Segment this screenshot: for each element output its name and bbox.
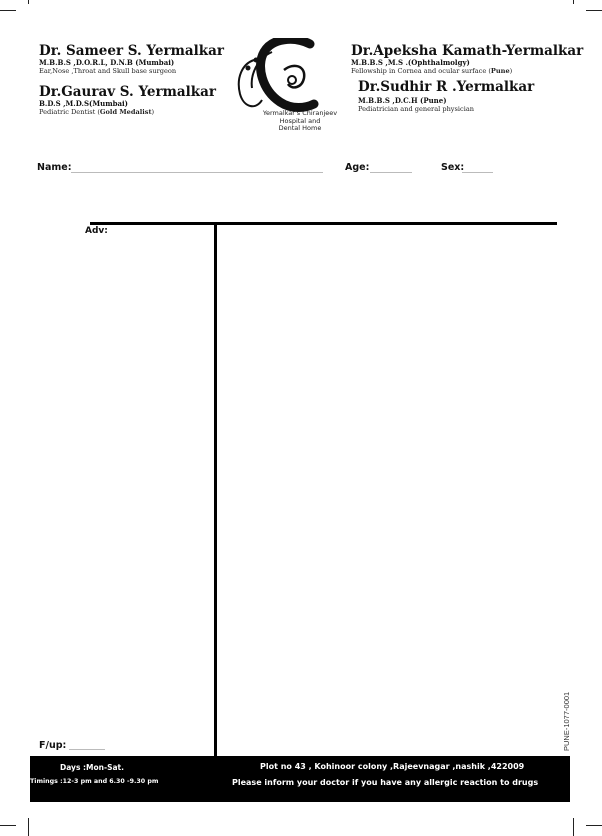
doctor-degrees: M.B.B.S ,D.C.H (Pune): [358, 96, 447, 105]
doctor-name: Dr.Apeksha Kamath-Yermalkar: [351, 43, 584, 59]
doctor-specialty: Pediatric Dentist (Gold Medalist): [39, 108, 155, 116]
footer-days: Days :Mon-Sat.: [60, 763, 124, 772]
crop-mark: [586, 10, 602, 11]
footer-address: Plot no 43 , Kohinoor colony ,Rajeevnagar ,nashik ,422009: [260, 762, 525, 771]
sex-field[interactable]: [462, 172, 493, 173]
divider-horizontal: [90, 222, 557, 225]
adv-label: Adv:: [85, 226, 108, 236]
name-field[interactable]: [71, 172, 323, 173]
crop-mark: [586, 825, 602, 826]
stethoscope-logo-icon: [232, 38, 328, 114]
doctor-specialty: Pediatrician and general physician: [358, 105, 475, 113]
divider-vertical: [214, 224, 217, 757]
followup-label: F/up:: [39, 740, 67, 751]
crop-mark: [0, 825, 16, 826]
footer-timings: Timings :12-3 pm and 6.30 -9.30 pm: [30, 778, 159, 785]
doctor-block-sameer: [39, 43, 224, 75]
age-field[interactable]: [370, 172, 412, 173]
doctor-name: Dr.Sudhir R .Yermalkar: [358, 79, 535, 95]
age-label: Age:: [345, 162, 370, 173]
doctor-specialty: Ear,Nose ,Throat and Skull base surgeon: [39, 67, 177, 75]
crop-mark: [573, 0, 574, 4]
doctor-block-apeksha: [351, 43, 583, 75]
name-label: Name:: [37, 162, 72, 173]
crop-mark: [28, 818, 29, 836]
footer-bar: [30, 756, 570, 802]
doctor-name: Dr. Sameer S. Yermalkar: [39, 43, 224, 59]
doctor-block-sudhir: [358, 79, 534, 113]
followup-field[interactable]: [69, 749, 105, 750]
doctor-degrees: M.B.B.S ,M.S .(Ophthalmolgy): [351, 58, 470, 67]
doctor-specialty: Fellowship in Cornea and ocular surface (Pune): [351, 67, 513, 75]
doctor-name: Dr.Gaurav S. Yermalkar: [39, 84, 216, 100]
crop-mark: [28, 0, 29, 4]
footer-warning: Please inform your doctor if you have any allergic reaction to drugs: [232, 778, 539, 787]
crop-mark: [0, 10, 16, 11]
side-code: PUNE-1077-0001: [562, 691, 571, 751]
doctor-block-gaurav: [39, 84, 216, 116]
crop-mark: [573, 818, 574, 836]
sex-label: Sex:: [441, 162, 465, 173]
doctor-degrees: M.B.B.S ,D.O.R.L, D.N.B (Mumbai): [39, 58, 175, 67]
hospital-name: Yermalkar's Chiranjeev Hospital and Dental Home: [262, 109, 338, 132]
doctor-degrees: B.D.S ,M.D.S(Mumbai): [39, 99, 128, 108]
